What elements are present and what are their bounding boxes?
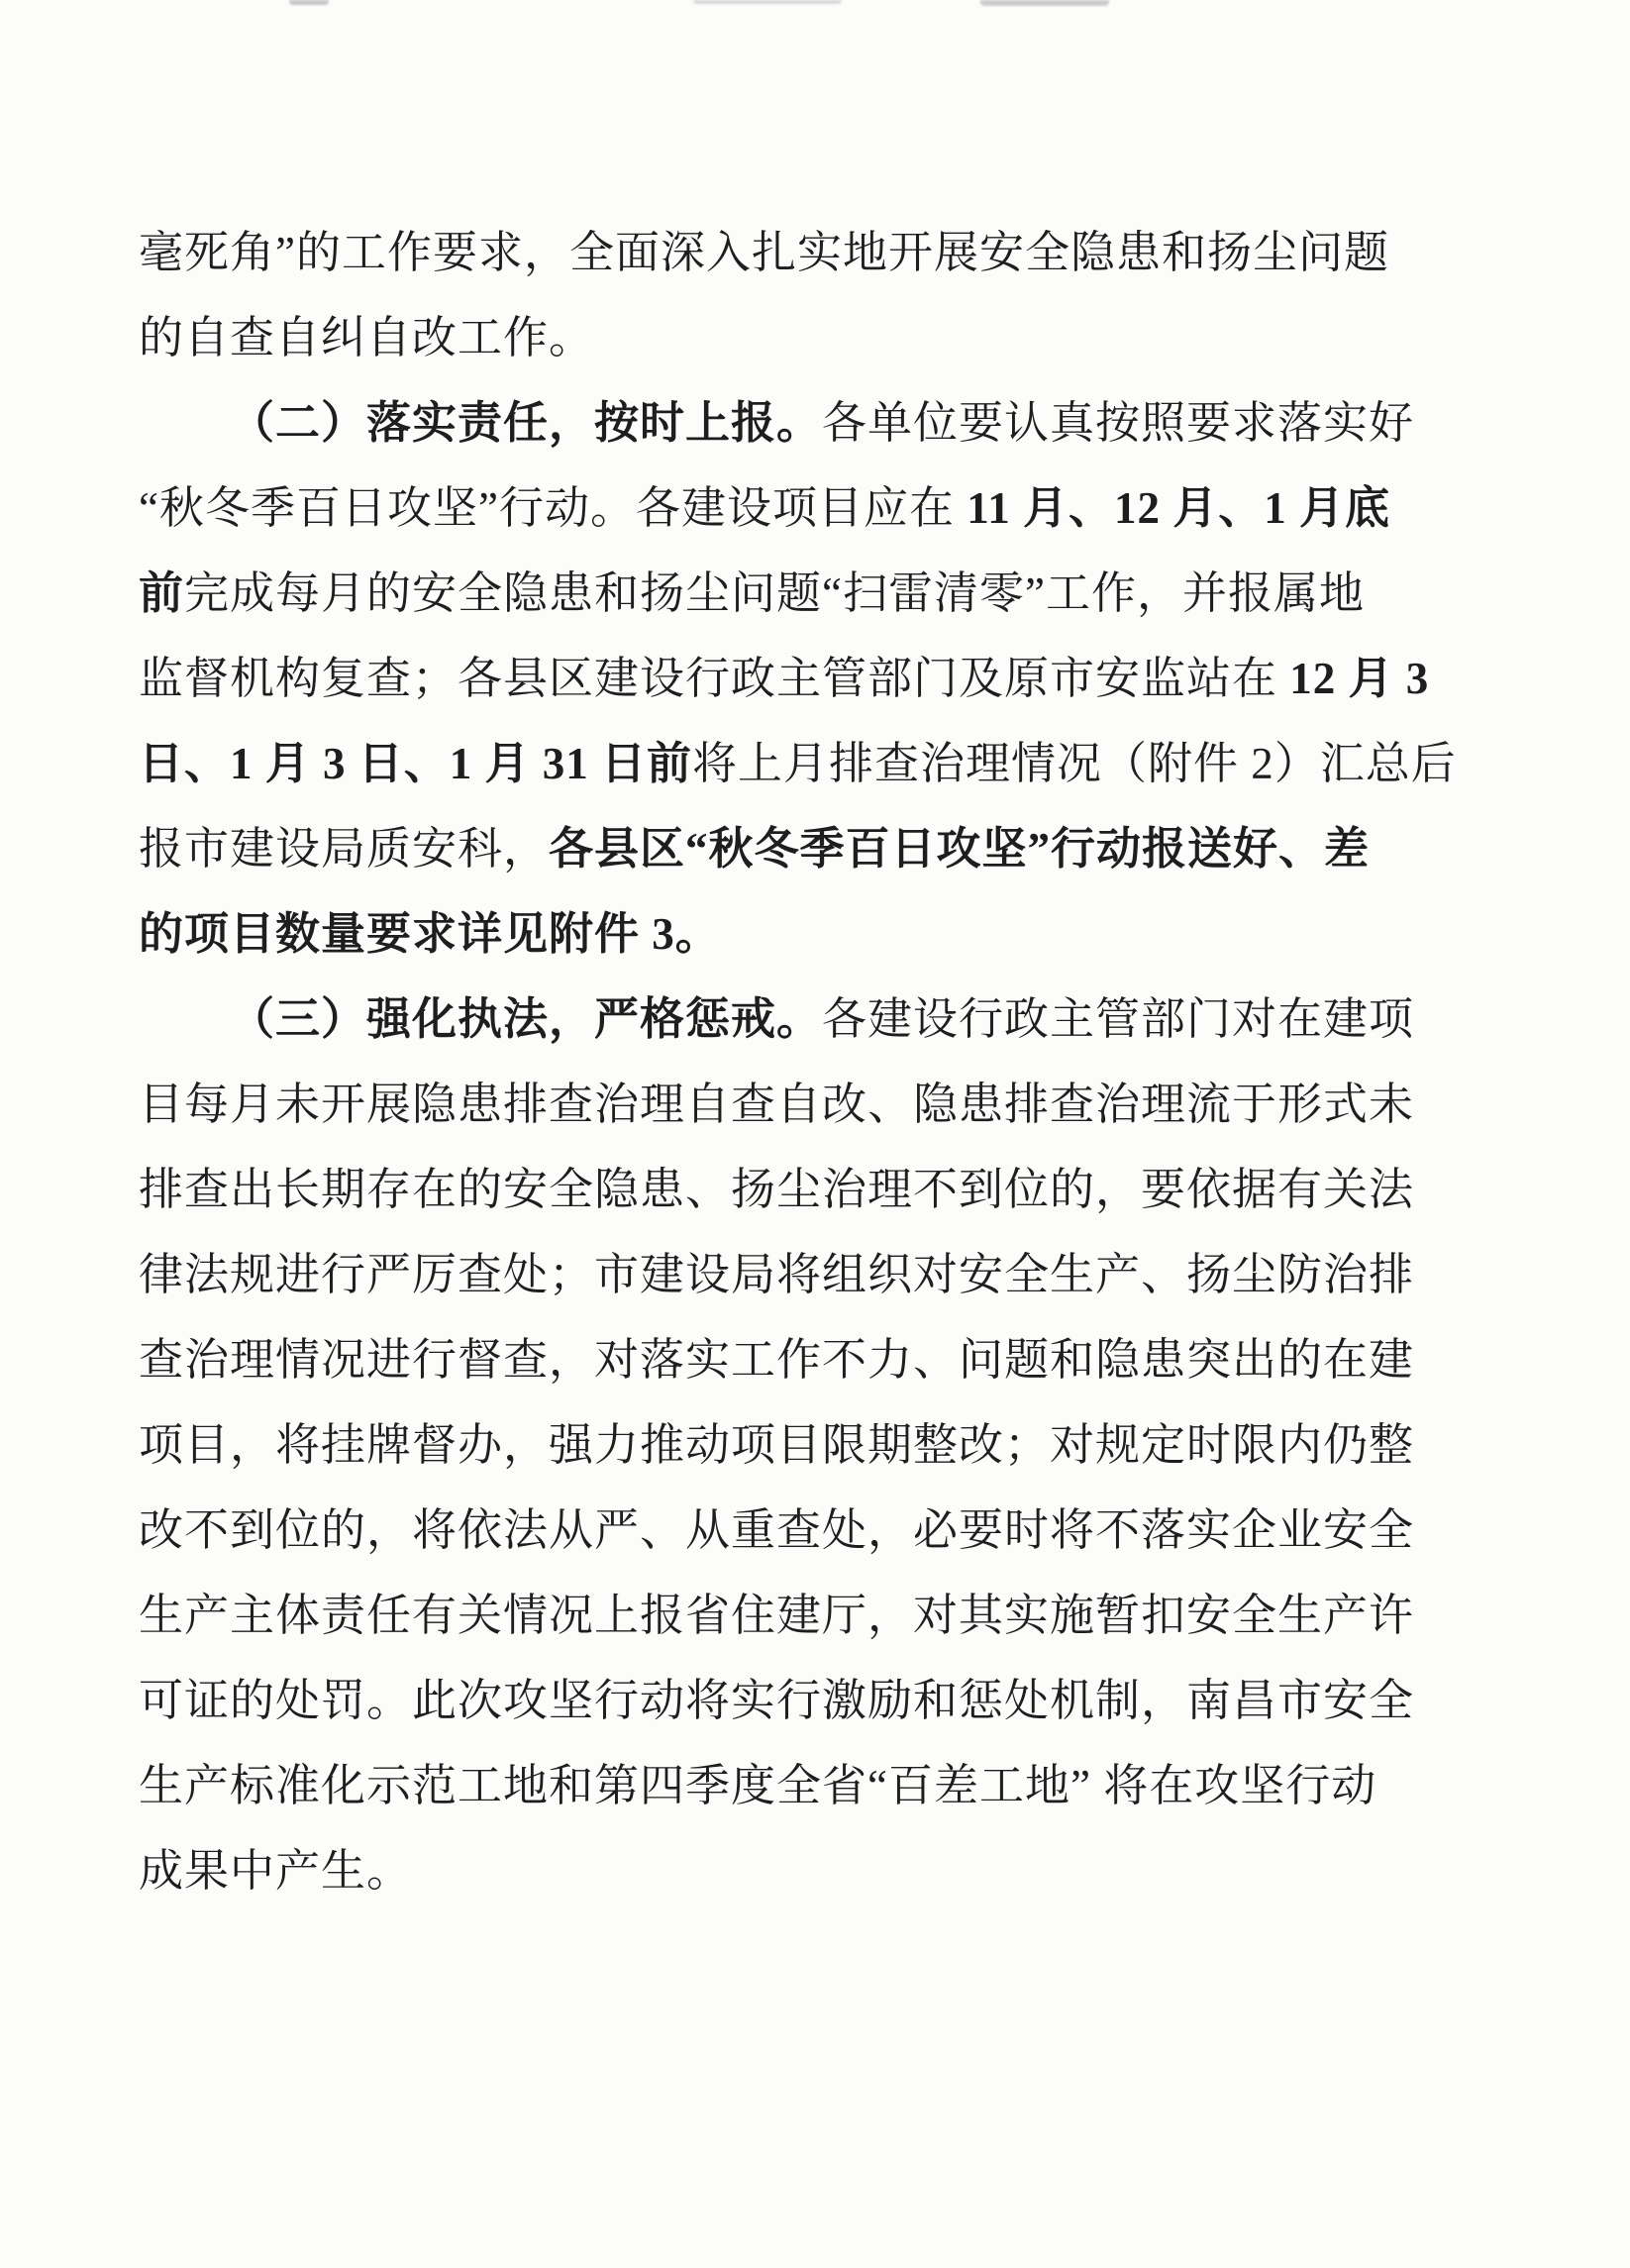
emphasis-text: 日、1 月 3 日、1 月 31 日前: [139, 739, 693, 788]
document-line: [139, 1658, 1499, 1743]
emphasis-text: 前: [139, 568, 185, 618]
scan-smudge-artifact: [289, 0, 329, 5]
document-page: [139, 210, 1499, 1913]
document-line: [139, 295, 1499, 380]
document-line: [139, 1573, 1499, 1658]
emphasis-text: 的项目数量要求详见附件 3。: [139, 909, 721, 959]
document-line: [139, 1317, 1499, 1402]
body-text: 查治理情况进行督查，对落实工作不力、问题和隐患突出的在建: [139, 1335, 1415, 1385]
document-line: [139, 721, 1499, 806]
document-line: [139, 210, 1499, 295]
scan-smudge-artifact: [980, 0, 1109, 6]
document-line: [139, 1147, 1499, 1232]
body-text: “秋冬季百日攻坚”行动。各建设项目应在: [139, 483, 968, 533]
emphasis-text: （二）落实责任，按时上报。: [230, 398, 823, 448]
document-line: [139, 806, 1499, 891]
body-text: 毫死角”的工作要求，全面深入扎实地开展安全隐患和扬尘问题: [139, 228, 1389, 277]
body-text: 的自查自纠自改工作。: [139, 313, 595, 362]
document-line: [139, 380, 1499, 465]
body-text: 可证的处罚。此次攻坚行动将实行激励和惩处机制，南昌市安全: [139, 1676, 1415, 1725]
body-text: 排查出长期存在的安全隐患、扬尘治理不到位的，要依据有关法: [139, 1165, 1415, 1214]
emphasis-text: 各县区“秋冬季百日攻坚”行动报送好、差: [549, 824, 1371, 874]
body-text: 将上月排查治理情况（附件 2）汇总后: [692, 739, 1457, 788]
body-text: 监督机构复查；各县区建设行政主管部门及原市安监站在: [139, 654, 1290, 703]
body-text: 成果中产生。: [139, 1846, 413, 1896]
document-line: [139, 636, 1499, 721]
document-line: [139, 551, 1499, 636]
body-text: 生产标准化示范工地和第四季度全省“百差工地” 将在攻坚行动: [139, 1761, 1377, 1810]
document-line: [139, 1062, 1499, 1147]
body-text: 各建设行政主管部门对在建项: [822, 994, 1415, 1044]
emphasis-text: 12 月 3: [1289, 654, 1430, 703]
body-text: 目每月未开展隐患排查治理自查自改、隐患排查治理流于形式未: [139, 1080, 1415, 1129]
emphasis-text: 11 月、12 月、1 月底: [967, 483, 1390, 533]
document-line: [139, 1828, 1499, 1913]
body-text: 报市建设局质安科，: [139, 824, 550, 874]
document-text-block: [139, 210, 1499, 1913]
body-text: 各单位要认真按照要求落实好: [822, 398, 1415, 448]
document-line: [139, 1402, 1499, 1488]
body-text: 完成每月的安全隐患和扬尘问题“扫雷清零”工作，并报属地: [184, 568, 1365, 618]
document-line: [139, 1488, 1499, 1573]
body-text: 律法规进行严厉查处；市建设局将组织对安全生产、扬尘防治排: [139, 1250, 1415, 1299]
scan-smudge-artifact: [693, 0, 842, 4]
emphasis-text: （三）强化执法，严格惩戒。: [230, 994, 823, 1044]
document-line: [139, 977, 1499, 1062]
body-text: 改不到位的，将依法从严、从重查处，必要时将不落实企业安全: [139, 1505, 1415, 1555]
document-line: [139, 1743, 1499, 1828]
body-text: 生产主体责任有关情况上报省住建厅，对其实施暂扣安全生产许: [139, 1591, 1415, 1640]
document-line: [139, 1232, 1499, 1317]
document-line: [139, 891, 1499, 977]
document-line: [139, 465, 1499, 551]
body-text: 项目，将挂牌督办，强力推动项目限期整改；对规定时限内仍整: [139, 1420, 1415, 1470]
